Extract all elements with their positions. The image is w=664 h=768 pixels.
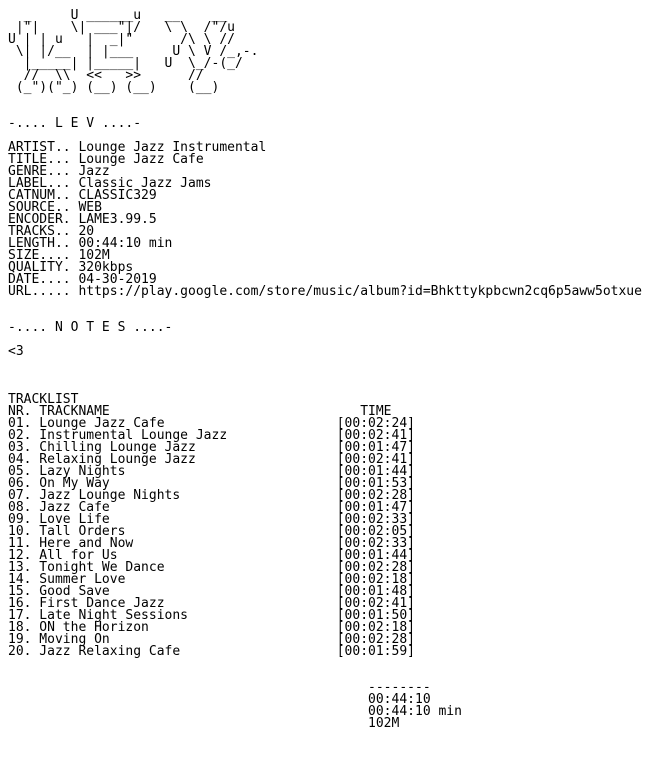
info-label: LABEL... Classic Jazz Jams [8,176,212,191]
track-row: 11. Here and Now [00:02:33] [8,536,415,551]
ascii-logo-line: _ U ______u __ __ [8,8,228,23]
track-row: 13. Tonight We Dance [00:02:28] [8,560,415,575]
blank-line [8,334,642,346]
tracklist-heading: TRACKLIST [8,392,79,407]
info-encoder: ENCODER. LAME3.99.5 [8,212,157,227]
info-size: SIZE.... 102M [8,248,110,263]
blank-line [8,370,642,382]
info-length: LENGTH.. 00:44:10 min [8,236,173,251]
track-row: 18. ON the Horizon [00:02:18] [8,620,415,635]
track-row: 01. Lounge Jazz Cafe [00:02:24] [8,416,415,431]
info-source: SOURCE.. WEB [8,200,102,215]
total-time: 00:44:10 [8,692,431,707]
info-artist: ARTIST.. Lounge Jazz Instrumental [8,140,267,155]
info-genre: GENRE... Jazz [8,164,110,179]
total-length: 00:44:10 min [8,704,462,719]
track-row: 04. Relaxing Lounge Jazz [00:02:41] [8,452,415,467]
blank-line [8,298,642,310]
track-row: 02. Instrumental Lounge Jazz [00:02:41] [8,428,415,443]
blank-line [8,658,642,670]
ascii-logo-line: |"| \| ___"|/ \ \ /"/u [8,20,235,35]
info-date: DATE.... 04-30-2019 [8,272,157,287]
track-row: 15. Good Save [00:01:48] [8,584,415,599]
section-header-lev: -.... L E V ....- [8,116,142,131]
track-row: 03. Chilling Lounge Jazz [00:01:47] [8,440,415,455]
track-row: 07. Jazz Lounge Nights [00:02:28] [8,488,415,503]
track-row: 09. Love Life [00:02:33] [8,512,415,527]
blank-line [8,382,642,394]
ascii-logo-line: // \\ << >> // [8,68,204,83]
ascii-logo-line: \| |/__ | |___ U \ V /_,-. [8,44,259,59]
track-row: 08. Jazz Cafe [00:01:47] [8,500,415,515]
info-url: URL..... https://play.google.com/store/music/album?id=Bhkttykpbcwn2cq6p5aww5otxue [8,284,642,299]
total-divider: -------- [8,680,431,695]
track-row: 05. Lazy Nights [00:01:44] [8,464,415,479]
info-title: TITLE... Lounge Jazz Cafe [8,152,204,167]
ascii-logo-line: (_")("_) (__) (__) (__) [8,80,220,95]
info-tracks: TRACKS.. 20 [8,224,95,239]
track-row: 14. Summer Love [00:02:18] [8,572,415,587]
total-size: 102M [8,716,400,731]
track-row: 10. Tall Orders [00:02:05] [8,524,415,539]
info-catnum: CATNUM.. CLASSIC329 [8,188,157,203]
nfo-document [8,10,642,730]
section-header-notes: -.... N O T E S ....- [8,320,173,335]
track-row: 12. All for Us [00:01:44] [8,548,415,563]
blank-line [8,358,642,370]
track-row: 17. Late Night Sessions [00:01:50] [8,608,415,623]
track-row: 06. On My Way [00:01:53] [8,476,415,491]
track-row: 19. Moving On [00:02:28] [8,632,415,647]
track-row: 20. Jazz Relaxing Cafe [00:01:59] [8,644,415,659]
notes-text: <3 [8,344,24,359]
info-quality: QUALITY. 320kbps [8,260,134,275]
ascii-logo-line: |_____| |_____| U \_/-(_/ [8,56,243,71]
track-row: 16. First Dance Jazz [00:02:41] [8,596,415,611]
blank-line [8,94,642,106]
ascii-logo-line: U | | u | _|" /\ \ // [8,32,235,47]
tracklist-column-headers: NR. TRACKNAME TIME [8,404,392,419]
